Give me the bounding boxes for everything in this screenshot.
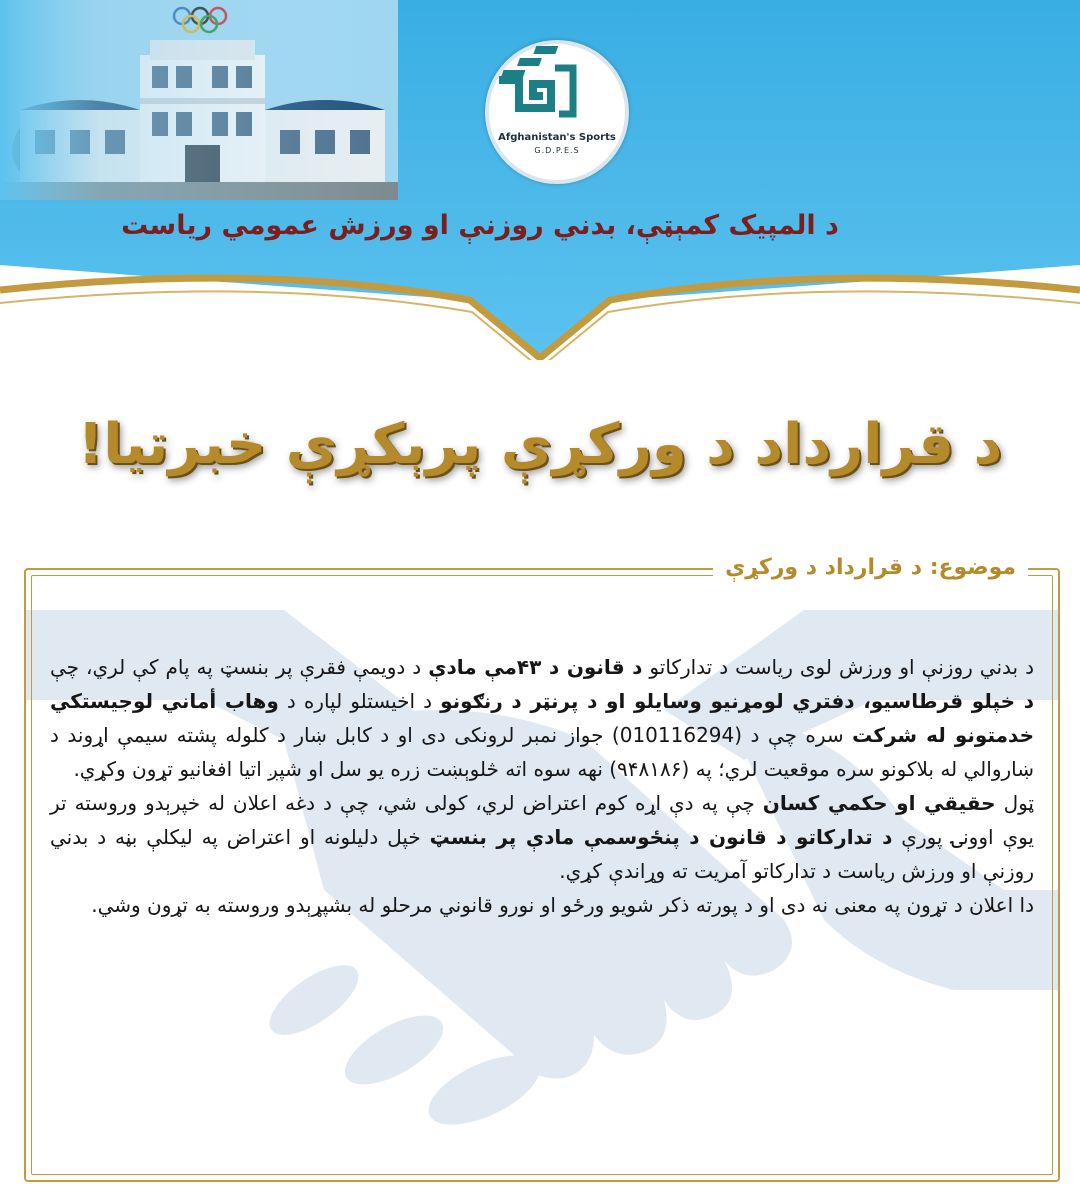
bold-persons: حقیقي او حکمي کسان: [762, 791, 996, 815]
text-run: ټول: [995, 791, 1035, 815]
organization-title: د المپیک کمېټې، بدني روزنې او ورزش عمومي ریاست: [121, 210, 839, 241]
paragraph-objection: [50, 786, 1034, 888]
bold-items: د خپلو قرطاسیو، دفتري لومړنیو وسایلو او د پرنټر د رنګونو: [440, 689, 1034, 713]
subject-heading: موضوع: د قرارداد د ورکړې: [713, 548, 1028, 588]
building-photo: [0, 0, 398, 200]
header-banner: [0, 0, 1080, 360]
bold-law-reference: د تدارکاتو د قانون د پنځوسمې مادې پر بنسټ: [429, 825, 893, 849]
notice-body: [50, 650, 1034, 922]
logo-abbreviation: G.D.P.E.S: [534, 146, 580, 155]
gdpes-emblem-icon: [489, 44, 581, 120]
notice-title: د قرارداد د ورکړې پرېکړې خبرتیا!: [77, 412, 1003, 477]
gdpes-logo: [485, 40, 629, 184]
paragraph-contract: [50, 650, 1034, 786]
text-run: خپل دلیلونه او اعتراض په لیکلې بڼه د بدني روزنې او ورزش ریاست د تدارکاتو آمریت ته وړاندې کړي.: [50, 825, 1034, 883]
logo-name: Afghanistan's Sports: [498, 132, 616, 143]
paragraph-disclaimer: دا اعلان د تړون په معنی نه دی او د پورته ذکر شویو ورځو او نورو قانوني مرحلو له بشپړېدو وروسته به تړون وشي.: [91, 893, 1034, 917]
text-run: د دویمې فقرې پر بنسټ په پام کې لري، چې: [50, 655, 429, 679]
bold-company-name: وهاب أماني لوجیستکي خدمتونو له شرکت: [50, 689, 1034, 747]
text-run: د بدني روزنې او ورزش لوی ریاست د تدارکاتو: [642, 655, 1034, 679]
text-run: چې په دې اړه کوم اعتراض لري، کولی شي، چې د دغه اعلان له خپرېدو وروسته تر یوې اوونۍ پورې: [50, 791, 1034, 849]
text-run: سره چې د (010116294) جواز نمبر لرونکی دی او د کابل ښار د کلوله پشته سیمې اړوند د ښاروالي له بلاکونو سره موقعیت لري؛ په (۹۴۸۱۸۶) نهه سوه اته څلوېښت زره یو سل او شپږ اتیا افغانیو تړون وکړي.: [50, 723, 1034, 781]
text-run: د اخیستلو لپاره د: [278, 689, 441, 713]
bold-law-article: د قانون د ۴۳مې مادې: [428, 655, 643, 679]
